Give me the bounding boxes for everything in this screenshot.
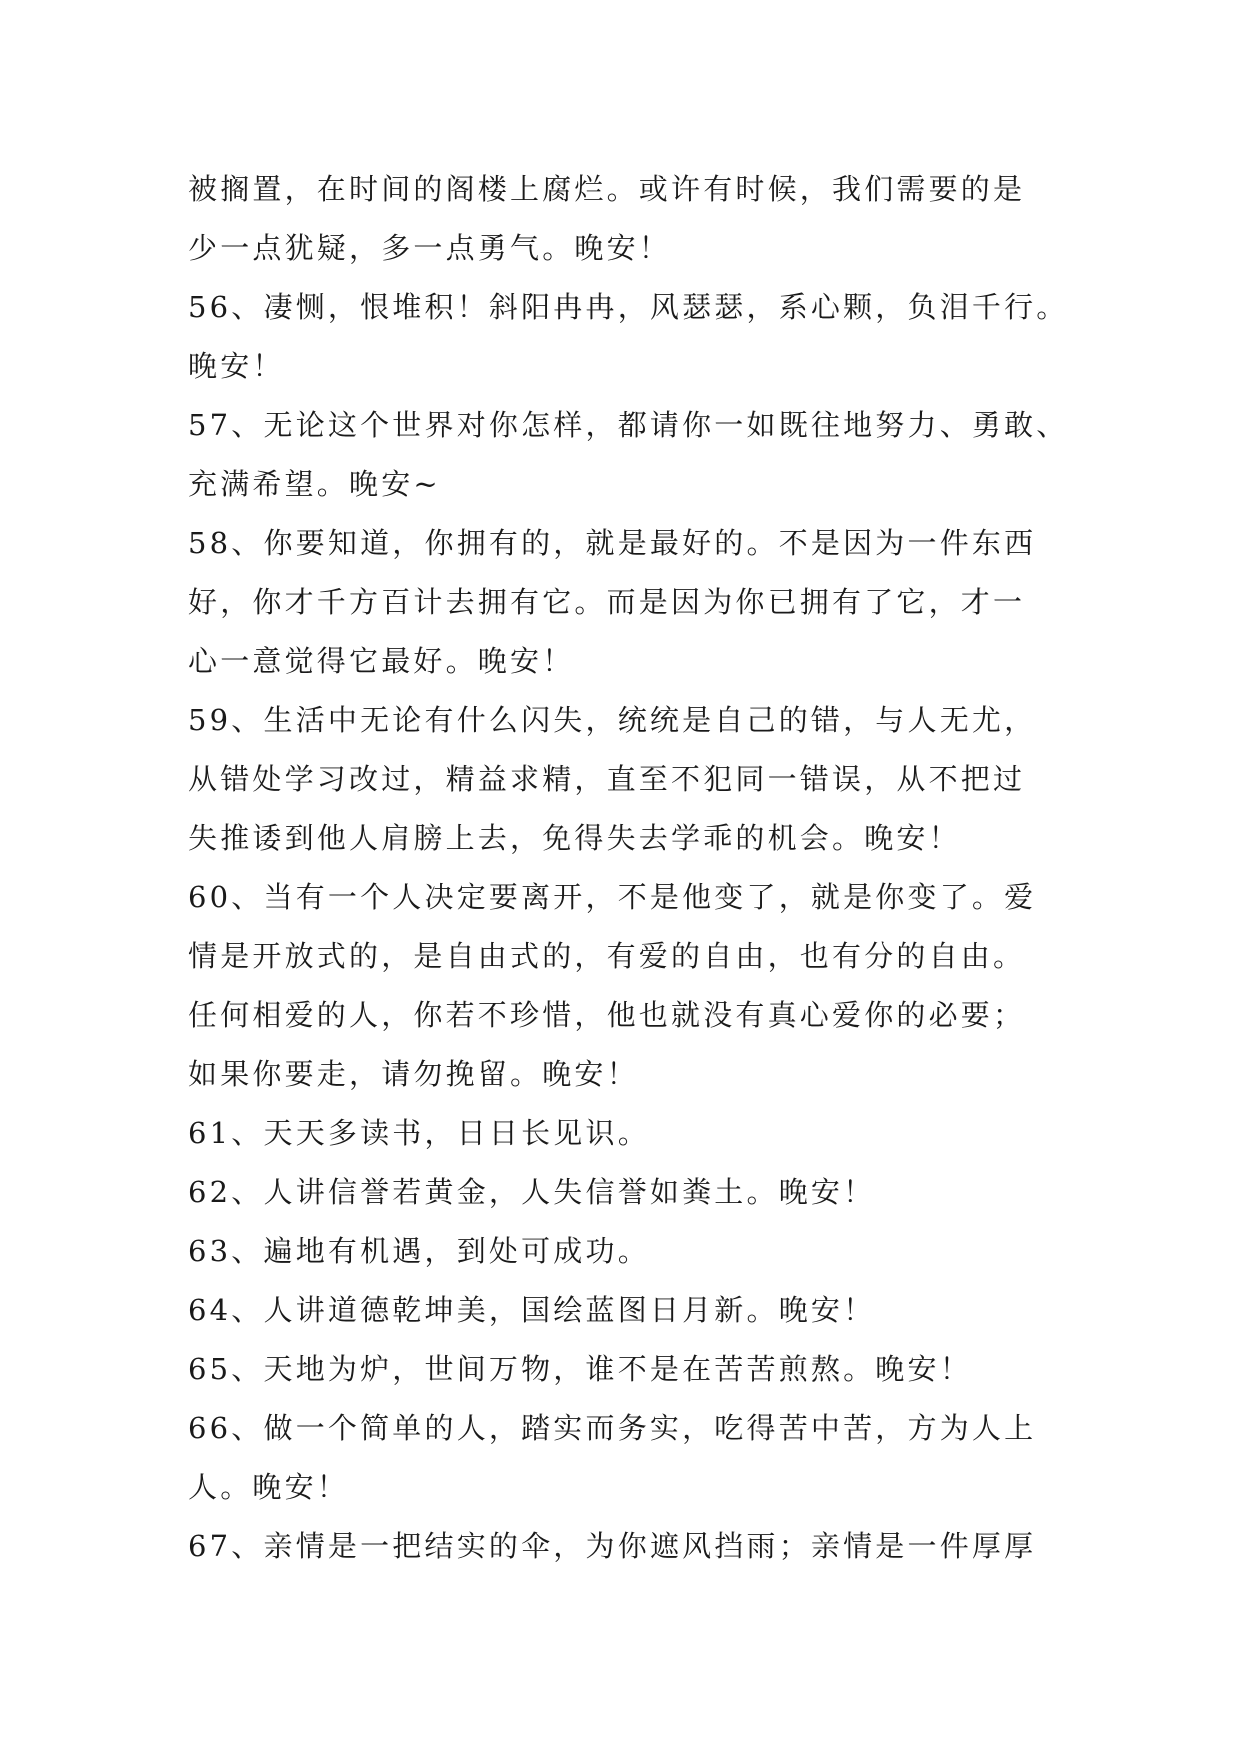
text-line: 少一点犹疑，多一点勇气。晚安！ xyxy=(188,231,672,265)
text-line: 63、遍地有机遇，到处可成功。 xyxy=(188,1234,650,1268)
text-line: 58、你要知道，你拥有的，就是最好的。不是因为一件东西 xyxy=(188,526,1037,560)
text-line: 情是开放式的，是自由式的，有爱的自由，也有分的自由。 xyxy=(188,939,1026,973)
text-line: 从错处学习改过，精益求精，直至不犯同一错误，从不把过 xyxy=(188,762,1026,796)
text-line: 60、当有一个人决定要离开，不是他变了，就是你变了。爱 xyxy=(188,880,1037,914)
text-line: 65、天地为炉，世间万物，谁不是在苦苦煎熬。晚安！ xyxy=(188,1352,972,1386)
text-line: 如果你要走，请勿挽留。晚安！ xyxy=(188,1057,639,1091)
text-line: 57、无论这个世界对你怎样，都请你一如既往地努力、勇敢、 xyxy=(188,408,1069,442)
text-line: 任何相爱的人，你若不珍惜，他也就没有真心爱你的必要； xyxy=(188,998,1026,1032)
text-line: 晚安！ xyxy=(188,349,285,383)
text-line: 充满希望。晚安~ xyxy=(188,467,441,501)
text-line: 失推诿到他人肩膀上去，免得失去学乖的机会。晚安！ xyxy=(188,821,961,855)
text-line: 56、凄恻，恨堆积！斜阳冉冉，风瑟瑟，系心颗，负泪千行。 xyxy=(188,290,1069,324)
body-text xyxy=(188,160,1068,1576)
text-line: 59、生活中无论有什么闪失，统统是自己的错，与人无尤， xyxy=(188,703,1037,737)
text-line: 61、天天多读书，日日长见识。 xyxy=(188,1116,650,1150)
text-line: 67、亲情是一把结实的伞，为你遮风挡雨；亲情是一件厚厚 xyxy=(188,1529,1037,1563)
text-line: 62、人讲信誉若黄金，人失信誉如粪土。晚安！ xyxy=(188,1175,876,1209)
text-line: 64、人讲道德乾坤美，国绘蓝图日月新。晚安！ xyxy=(188,1293,876,1327)
text-line: 66、做一个简单的人，踏实而务实，吃得苦中苦，方为人上 xyxy=(188,1411,1037,1445)
text-line: 心一意觉得它最好。晚安！ xyxy=(188,644,575,678)
text-line: 人。晚安！ xyxy=(188,1470,350,1504)
text-line: 好，你才千方百计去拥有它。而是因为你已拥有了它，才一 xyxy=(188,585,1026,619)
text-line: 被搁置，在时间的阁楼上腐烂。或许有时候，我们需要的是 xyxy=(188,172,1026,206)
